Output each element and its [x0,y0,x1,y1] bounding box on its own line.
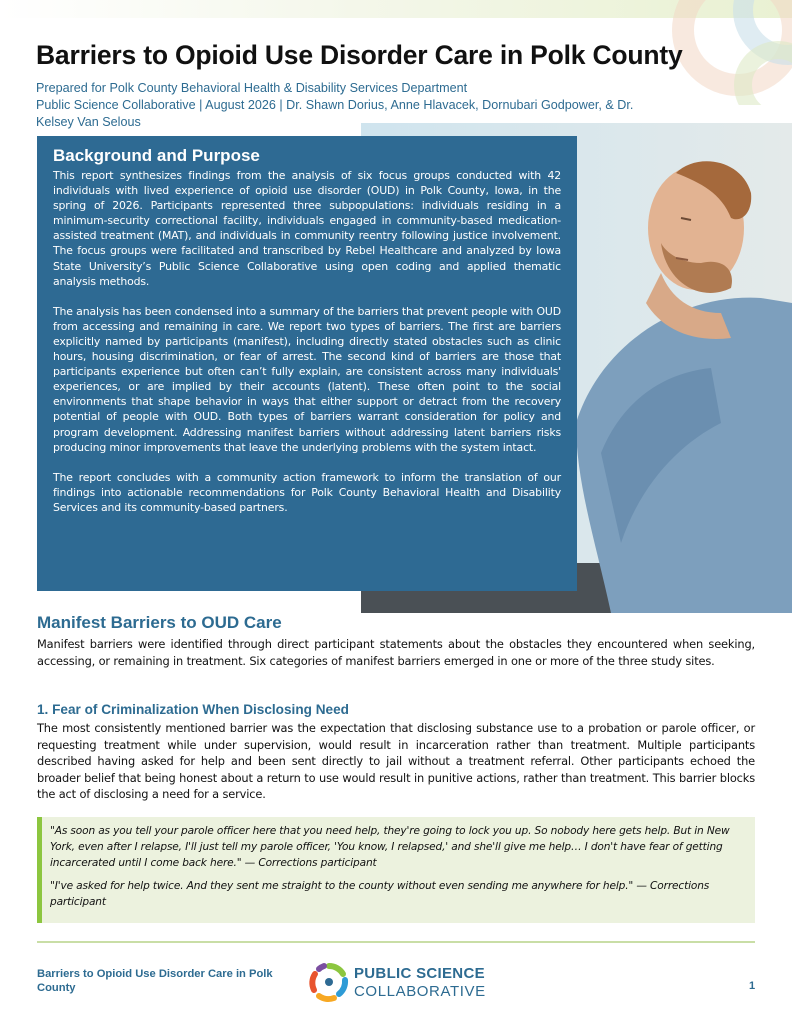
public-science-collaborative-logo [307,960,497,1006]
page-title: Barriers to Opioid Use Disorder Care in Polk County [36,40,683,70]
participant-quote-2: "I've asked for help twice. And they sent me straight to the county without even sending me anywhere for help." — Corrections participant [50,880,710,908]
participant-quote-1: "As soon as you tell your parole officer here that you need help, they're going to lock you up. So nobody here gets help. But in New York, even after I relapse, I'll just tell my parole officer, 'You know, I relapsed,' and she'll give me help… I don't have fear of getting incarcerated until I come back here." — Corrections participant [50,825,730,869]
barrier-1-heading: 1. Fear of Criminalization When Disclosing Need [37,702,349,717]
byline-line-1: Public Science Collaborative | August 2026 | Dr. Shawn Dorius, Anne Hlavacek, Dornubari Godpower, & Dr. [36,98,634,112]
background-heading: Background and Purpose [53,146,260,165]
manifest-barriers-heading: Manifest Barriers to OUD Care [37,613,282,632]
barrier-1-body: The most consistently mentioned barrier was the expectation that disclosing substance use to a probation or parole officer, or requesting treatment while under supervision, would result in incarceration rather than treatment. Multiple participants described having asked for help and been sent directly to jail without a treatment referral. Other participants echoed the broader belief that being honest about a return to use would result in punitive actions, rather than treatment. This barrier blocks the act of disclosing a need for a service. [37,721,755,802]
background-paragraph-3: The report concludes with a community action framework to inform the translation of our findings into actionable recommendations for Polk County Behavioral Health and Disability Services and its community-based partners. [53,470,561,514]
background-and-purpose-box [37,136,577,591]
logo-text-line-2: COLLABORATIVE [354,983,486,1000]
participant-quotes-box [37,817,755,923]
logo-mark-icon [307,960,351,1004]
prepared-for-line: Prepared for Polk County Behavioral Health & Disability Services Department [36,81,468,95]
logo-text-line-1: PUBLIC SCIENCE [354,965,485,982]
manifest-barriers-intro: Manifest barriers were identified through direct participant statements about the obstacles they encountered when seeking, accessing, or remaining in treatment. Six categories of manifest barriers emerged in one or more of the three study sites. [37,637,755,668]
background-paragraph-2: The analysis has been condensed into a summary of the barriers that prevent people with OUD from accessing and remaining in care. We report two types of barriers. The first are barriers explicitly named by participants (manifest), including directly stated obstacles such as clinic hours, housing discrimination, or fear of arrest. The second kind of barriers are those that participants experience but often can’t fully explain, are consistent across many individuals' experiences, or are implied by their accounts (latent). These often point to the social environments that shape behavior in ways that either support or detract from the recovery potential of people with OUD. Both types of barriers warrant consideration for policy and program development. Addressing manifest barriers without addressing latent barriers risks producing minor improvements that leave the underlying problems with the system intact. [53,304,561,454]
footer-report-title: Barriers to Opioid Use Disorder Care in Polk County [37,968,273,994]
background-paragraph-1: This report synthesizes findings from the analysis of six focus groups conducted with 42 individuals with lived experience of opioid use disorder (OUD) in Polk County, Iowa, in the spring of 2026. Participants represented three subpopulations: individuals residing in a minimum-security correctional facility, individuals engaged in community-based medication-assisted treatment (MAT), and individuals in community reentry following justice involvement. The focus groups were facilitated and transcribed by Rebel Healthcare and analyzed by Iowa State University’s Public Science Collaborative using open coding and applied thematic analysis methods. [53,169,561,288]
page-number: 1 [749,980,756,992]
byline-line-2: Kelsey Van Selous [36,115,141,129]
footer-divider [37,941,755,943]
